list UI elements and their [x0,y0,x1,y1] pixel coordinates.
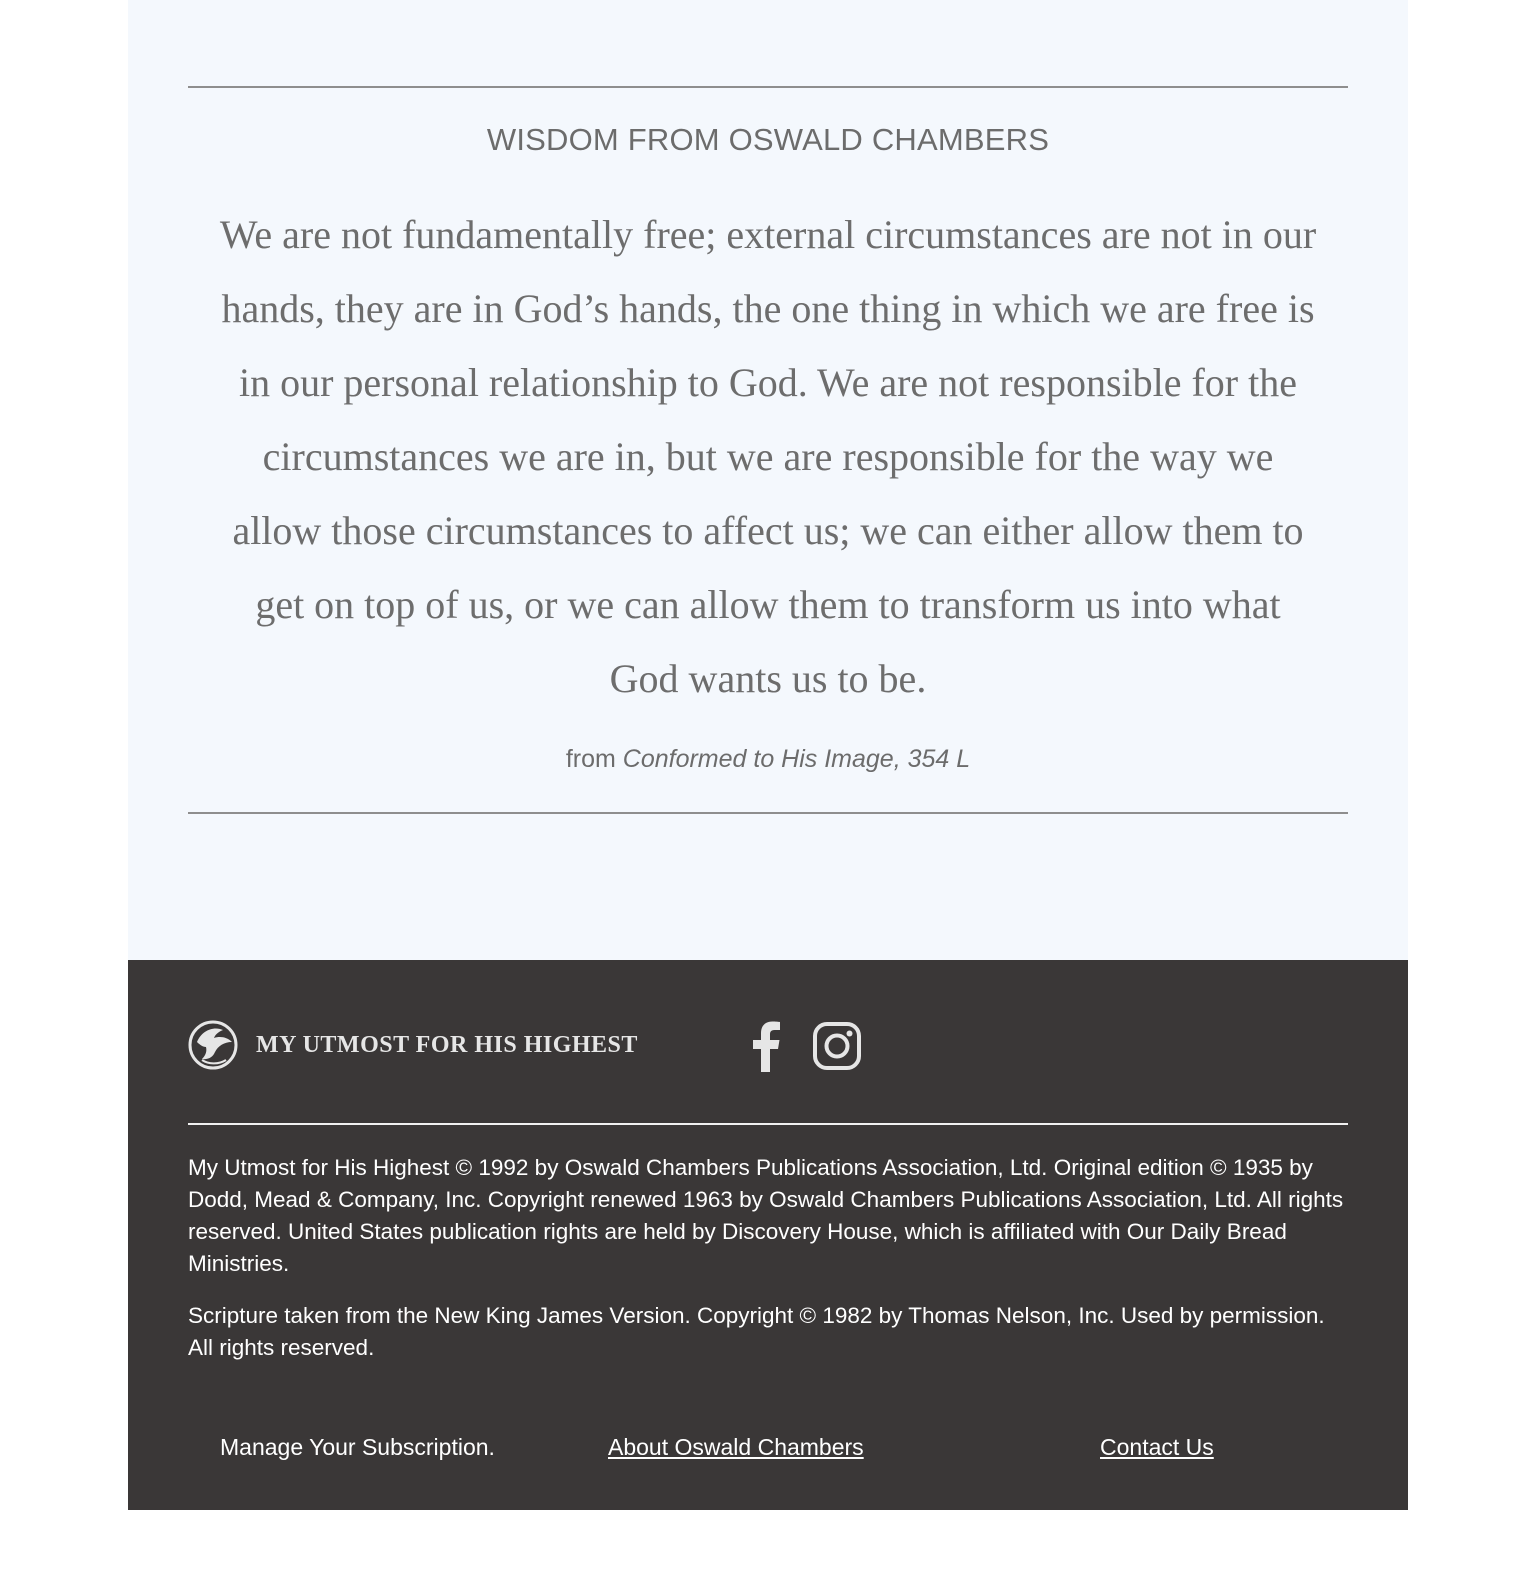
scripture-notice: Scripture taken from the New King James Version. Copyright © 1982 by Thomas Nelson, Inc. Used by permission. All rights reserved. [188,1303,1325,1360]
brand-name: MY UTMOST FOR HIS HIGHEST [256,1031,638,1058]
quote-text: We are not fundamentally free; external circumstances are not in our hands, they are in God’s hands, the one thing in which we are free is in our personal relationship to God. We are not responsible for the circumstances we are in, but we are responsible for the way we allow those circumstances to affect us; we can either allow them to get on top of us, or we can allow them to transform us into what God wants us to be. [219,212,1317,701]
footer-divider [188,1123,1348,1125]
facebook-icon[interactable] [748,1020,782,1072]
brand-logo[interactable] [188,1018,638,1072]
about-oswald-chambers-link[interactable]: About Oswald Chambers [608,1434,864,1460]
wisdom-section [128,0,1408,960]
social-links [748,1020,862,1072]
bottom-divider [188,812,1348,814]
footer-links [128,1434,1408,1466]
instagram-icon[interactable] [812,1021,862,1071]
manage-subscription-link[interactable]: Manage Your Subscription. [220,1434,495,1460]
copyright-notice: My Utmost for His Highest © 1992 by Oswald Chambers Publications Association, Ltd. Original edition © 1935 by Dodd, Mead & Company, Inc. Copyright renewed 1963 by Oswald Chambers Publications Association, Ltd. All rights reserved. United States publication rights are held by Discovery House, which is affiliated with Our Daily Bread Ministries. [188,1155,1344,1276]
top-divider [188,86,1348,88]
source-prefix: from [565,745,616,773]
section-title: WISDOM FROM OSWALD CHAMBERS [486,122,1050,157]
contact-us-link[interactable]: Contact Us [1100,1434,1214,1460]
footer [128,960,1408,1510]
source-book: Conformed to His Image, 354 L [622,745,971,773]
dove-globe-icon [188,1020,238,1070]
quote-source [128,745,1408,774]
